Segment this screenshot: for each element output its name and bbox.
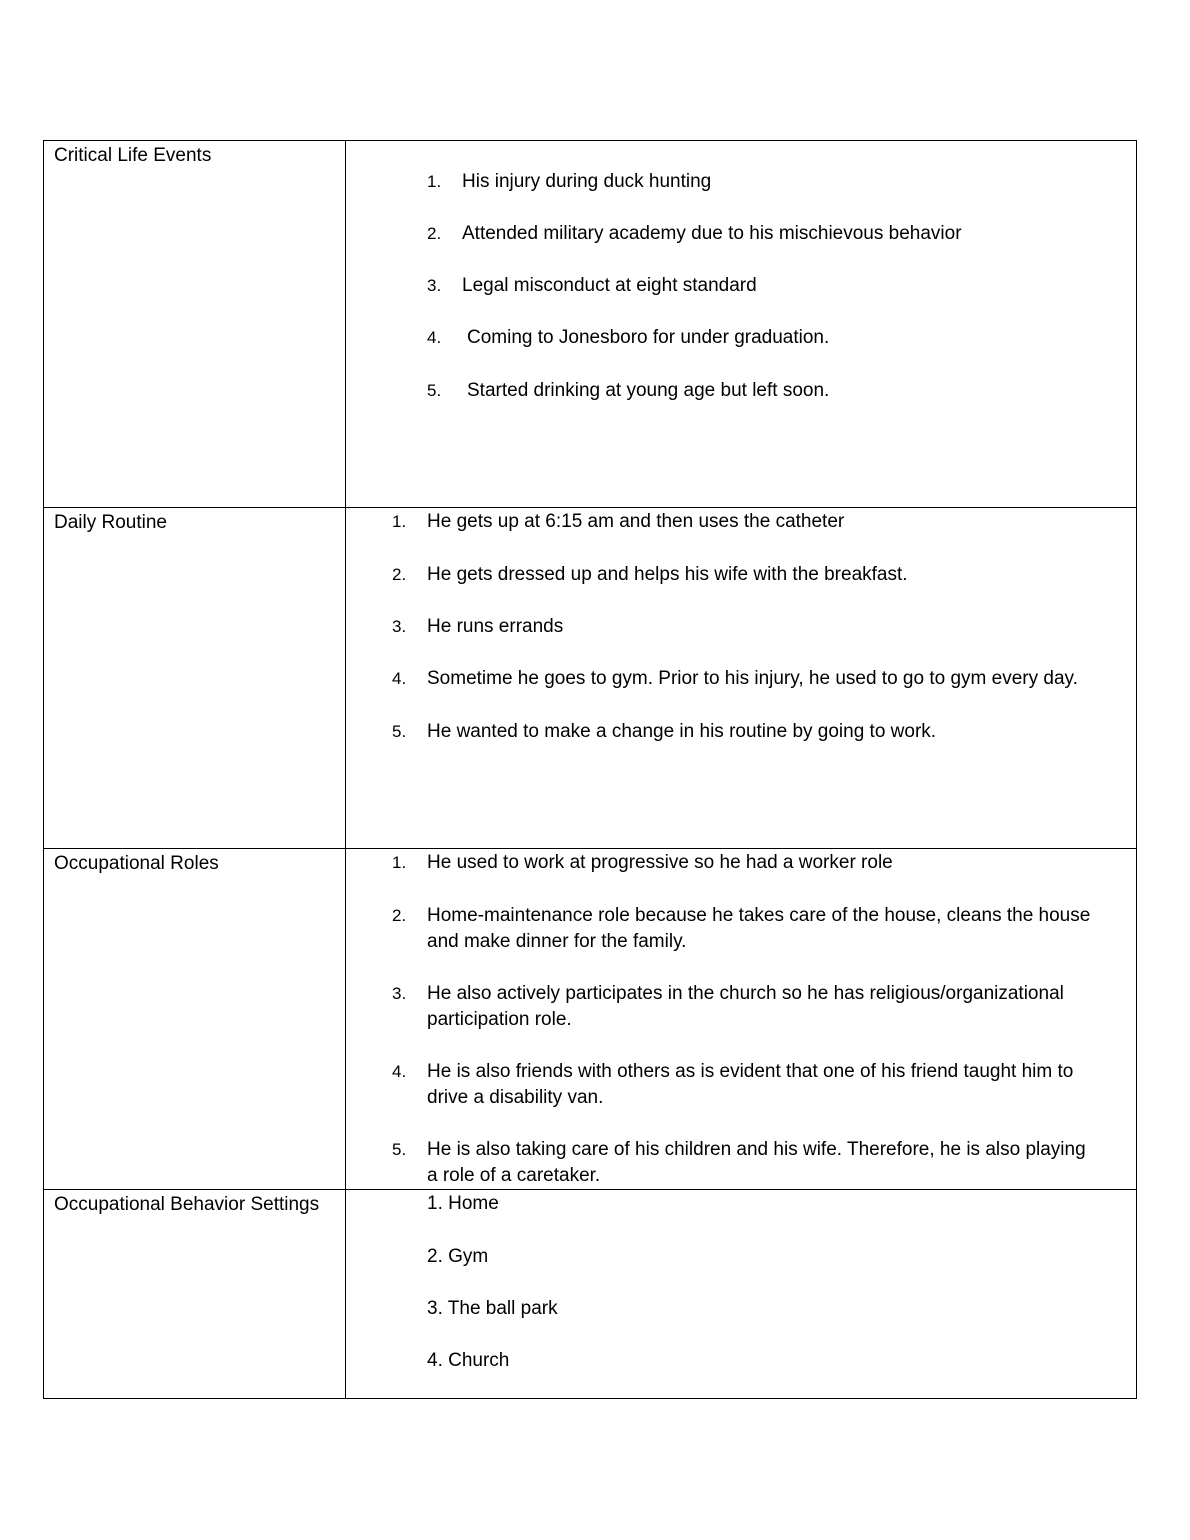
table-row-occupational-behavior-settings <box>44 1190 1137 1399</box>
list-item <box>392 666 1078 692</box>
list-item <box>427 325 829 351</box>
row-label: Occupational Roles <box>54 853 219 874</box>
list-number: 1. <box>392 512 407 531</box>
row-label-cell <box>44 141 346 508</box>
list-text: He used to work at progressive so he had a worker role <box>427 852 893 873</box>
list-text: He also actively participates in the church so he has religious/organizational participation role. <box>427 983 1064 1030</box>
list-number: 2. <box>392 565 407 584</box>
list-number: 2. <box>392 906 407 925</box>
list-number: 3. <box>392 617 407 636</box>
list-item <box>392 1059 1092 1111</box>
list-number: 5. <box>392 722 407 741</box>
row-content-cell <box>346 1190 1137 1399</box>
list-text: He runs errands <box>427 616 564 637</box>
row-content-cell <box>346 141 1137 508</box>
row-label-cell <box>44 1190 346 1399</box>
list-text: Started drinking at young age but left soon. <box>467 380 830 401</box>
list-item <box>427 1244 488 1270</box>
list-item <box>427 221 962 247</box>
list-number: 2. <box>427 224 442 243</box>
list-text: Coming to Jonesboro for under graduation. <box>467 327 830 348</box>
list-item <box>392 562 908 588</box>
list-item <box>427 169 711 195</box>
list-number: 4. <box>427 328 442 347</box>
list-text: 2. Gym <box>427 1246 489 1267</box>
list-item <box>392 903 1092 955</box>
list-text: 4. Church <box>427 1350 510 1371</box>
list-number: 3. <box>392 984 407 1003</box>
list-item <box>392 981 1092 1033</box>
row-content-cell <box>346 849 1137 1190</box>
list-text: His injury during duck hunting <box>462 171 712 192</box>
row-label: Occupational Behavior Settings <box>54 1194 320 1215</box>
occupational-history-table <box>43 140 1137 1399</box>
list-item <box>427 1296 558 1322</box>
list-text: He is also taking care of his children and his wife. Therefore, he is also playing a role of a caretaker. <box>427 1139 1086 1186</box>
list-number: 4. <box>392 1062 407 1081</box>
row-label: Critical Life Events <box>54 145 212 166</box>
list-item <box>392 719 936 745</box>
list-text: Legal misconduct at eight standard <box>462 275 757 296</box>
list-number: 5. <box>427 381 442 400</box>
list-item <box>427 273 757 299</box>
list-text: He gets dressed up and helps his wife with the breakfast. <box>427 564 908 585</box>
list-item <box>392 509 844 535</box>
list-text: Sometime he goes to gym. Prior to his injury, he used to go to gym every day. <box>427 668 1078 689</box>
list-text: He gets up at 6:15 am and then uses the catheter <box>427 511 845 532</box>
row-label-cell <box>44 849 346 1190</box>
list-item <box>427 1191 499 1217</box>
list-text: He wanted to make a change in his routine by going to work. <box>427 721 937 742</box>
list-text: 3. The ball park <box>427 1298 558 1319</box>
list-item <box>392 850 893 876</box>
table-row-critical-life-events <box>44 141 1137 508</box>
list-number: 5. <box>392 1140 407 1159</box>
list-text: Home-maintenance role because he takes care of the house, cleans the house and make dinner for the family. <box>427 905 1091 952</box>
list-text: He is also friends with others as is evident that one of his friend taught him to drive a disability van. <box>427 1061 1074 1108</box>
list-number: 4. <box>392 669 407 688</box>
row-label-cell <box>44 508 346 849</box>
list-number: 1. <box>427 172 442 191</box>
list-text: Attended military academy due to his mischievous behavior <box>462 223 962 244</box>
list-item <box>392 1137 1092 1189</box>
table-row-daily-routine <box>44 508 1137 849</box>
list-item <box>427 378 829 404</box>
list-number: 1. <box>392 853 407 872</box>
list-item <box>392 614 563 640</box>
list-text: 1. Home <box>427 1193 499 1214</box>
table-row-occupational-roles <box>44 849 1137 1190</box>
list-number: 3. <box>427 276 442 295</box>
row-content-cell <box>346 508 1137 849</box>
list-item <box>427 1348 509 1374</box>
row-label: Daily Routine <box>54 512 167 533</box>
